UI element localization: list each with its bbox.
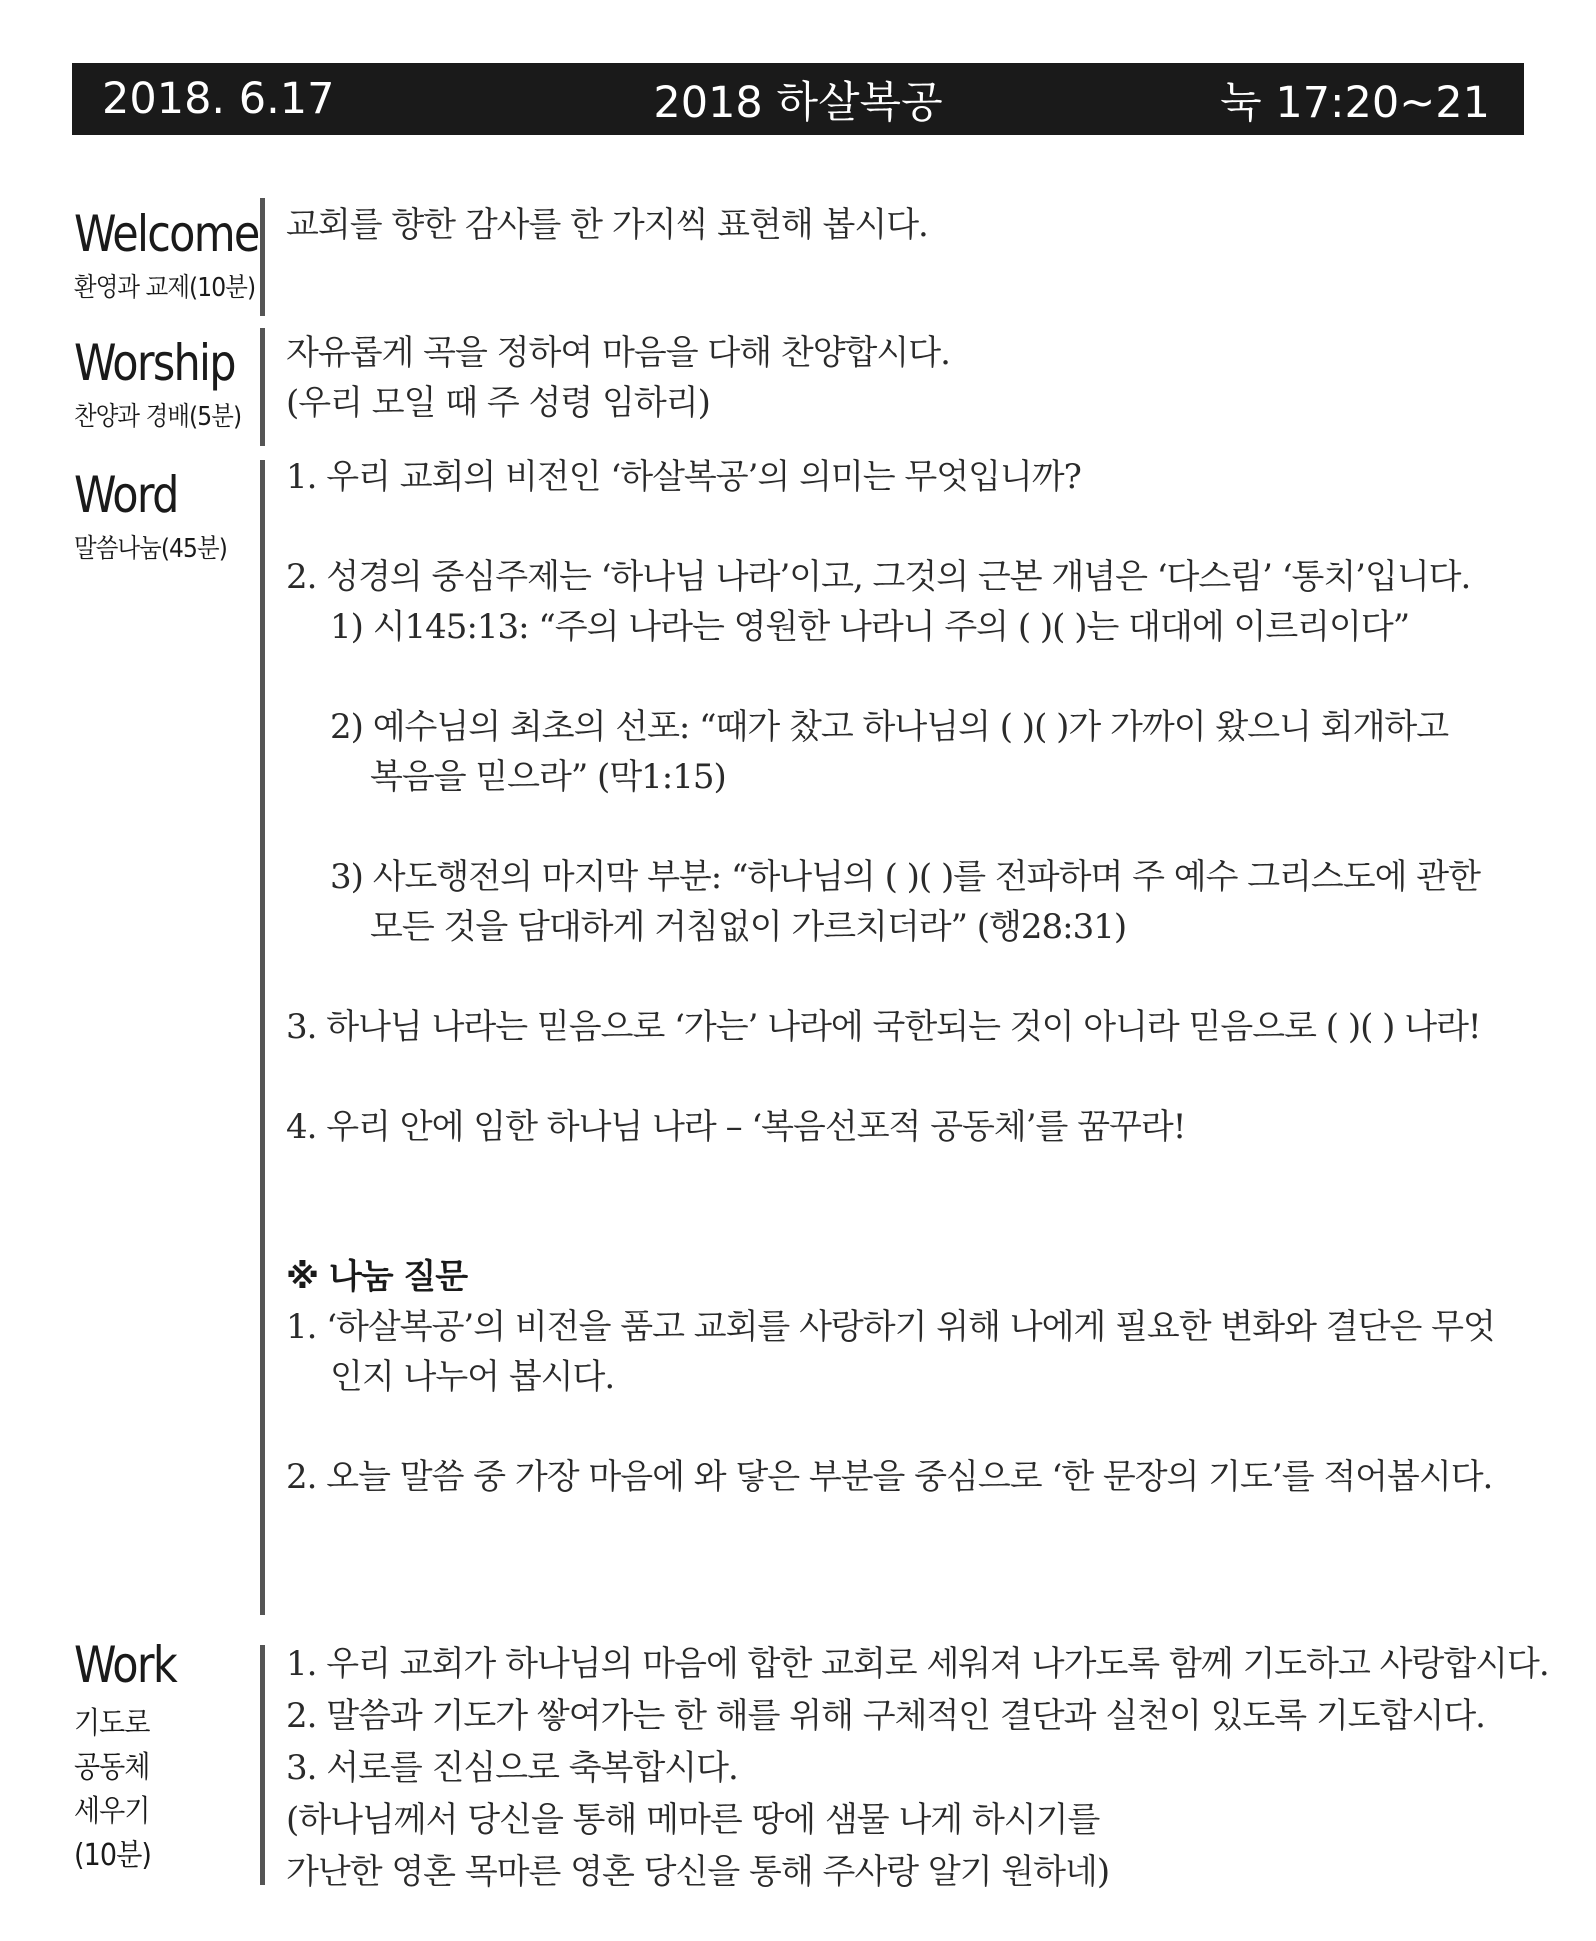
work-sub-2: 공동체 (74, 1750, 150, 1785)
word-question-2-3b: 모든 것을 담대하게 거침없이 가르치더라” (행28:31) (370, 907, 1127, 947)
worship-divider (260, 328, 265, 446)
sharing-question-2: 2. 오늘 말씀 중 가장 마음에 와 닿은 부분을 중심으로 ‘한 문장의 기도’를 적어봅시다. (286, 1457, 1493, 1497)
word-question-2-2a: 2) 예수님의 최초의 선포: “때가 찼고 하나님의 ( )( )가 가까이 왔으니 회개하고 (330, 707, 1449, 747)
header-bar (72, 63, 1524, 135)
word-question-3: 3. 하나님 나라는 믿음으로 ‘가는’ 나라에 국한되는 것이 아니라 믿음으로 ( )( ) 나라! (286, 1007, 1481, 1047)
work-line-4: (하나님께서 당신을 통해 메마른 땅에 샘물 나게 하시기를 (286, 1800, 1100, 1840)
word-title: Word (74, 466, 178, 524)
work-line-5: 가난한 영혼 목마른 영혼 당신을 통해 주사랑 알기 원하네) (286, 1852, 1110, 1892)
worship-subtitle: 찬양과 경배(5분) (74, 402, 242, 432)
work-sub-1: 기도로 (74, 1706, 150, 1741)
word-question-1: 1. 우리 교회의 비전인 ‘하살복공’의 의미는 무엇입니까? (286, 457, 1081, 497)
work-sub-3: 세우기 (74, 1794, 150, 1829)
welcome-divider (260, 198, 265, 316)
work-line-2: 2. 말씀과 기도가 쌓여가는 한 해를 위해 구체적인 결단과 실천이 있도록 기도합시다. (286, 1696, 1485, 1736)
worship-title: Worship (74, 334, 235, 392)
work-title: Work (74, 1636, 177, 1694)
worship-line-2: (우리 모일 때 주 성령 임하리) (286, 383, 710, 423)
header-date: 2018. 6.17 (102, 74, 335, 124)
word-label (74, 466, 244, 565)
work-line-3: 3. 서로를 진심으로 축복합시다. (286, 1748, 738, 1788)
welcome-text: 교회를 향한 감사를 한 가지씩 표현해 봅시다. (286, 205, 928, 245)
welcome-title: Welcome (74, 205, 259, 263)
word-question-4: 4. 우리 안에 임한 하나님 나라 – ‘복음선포적 공동체’를 꿈꾸라! (286, 1107, 1186, 1147)
worship-content (286, 328, 1531, 428)
work-content (286, 1638, 1549, 1898)
word-question-2: 2. 성경의 중심주제는 ‘하나님 나라’이고, 그것의 근본 개념은 ‘다스림’ ‘통치’입니다. (286, 557, 1471, 597)
word-question-2-1: 1) 시145:13: “주의 나라는 영원한 나라니 주의 ( )( )는 대대에 이르리이다” (330, 607, 1410, 647)
welcome-content (286, 200, 1531, 250)
word-subtitle: 말씀나눔(45분) (74, 534, 227, 564)
worship-label (74, 334, 261, 433)
word-question-2-3a: 3) 사도행전의 마지막 부분: “하나님의 ( )( )를 전파하며 주 예수 그리스도에 관한 (330, 857, 1480, 897)
welcome-label (74, 205, 289, 304)
work-sub-4: (10분) (74, 1838, 152, 1873)
welcome-subtitle: 환영과 교제(10분) (74, 273, 256, 303)
sharing-title: ※ 나눔 질문 (286, 1257, 468, 1297)
word-content (286, 452, 1531, 1502)
word-divider (260, 460, 265, 1615)
word-question-2-2b: 복음을 믿으라” (막1:15) (370, 757, 726, 797)
worship-line-1: 자유롭게 곡을 정하여 마음을 다해 찬양합시다. (286, 333, 950, 373)
work-divider (260, 1645, 265, 1885)
work-label (74, 1636, 193, 1878)
sharing-question-1a: 1. ‘하살복공’의 비전을 품고 교회를 사랑하기 위해 나에게 필요한 변화와 결단은 무엇 (286, 1307, 1495, 1347)
header-reference: 눅 17:20~21 (1220, 77, 1490, 128)
sharing-question-1b: 인지 나누어 봅시다. (330, 1357, 615, 1397)
header-title: 2018 하살복공 (653, 77, 943, 128)
work-line-1: 1. 우리 교회가 하나님의 마음에 합한 교회로 세워져 나가도록 함께 기도하고 사랑합시다. (286, 1644, 1549, 1684)
